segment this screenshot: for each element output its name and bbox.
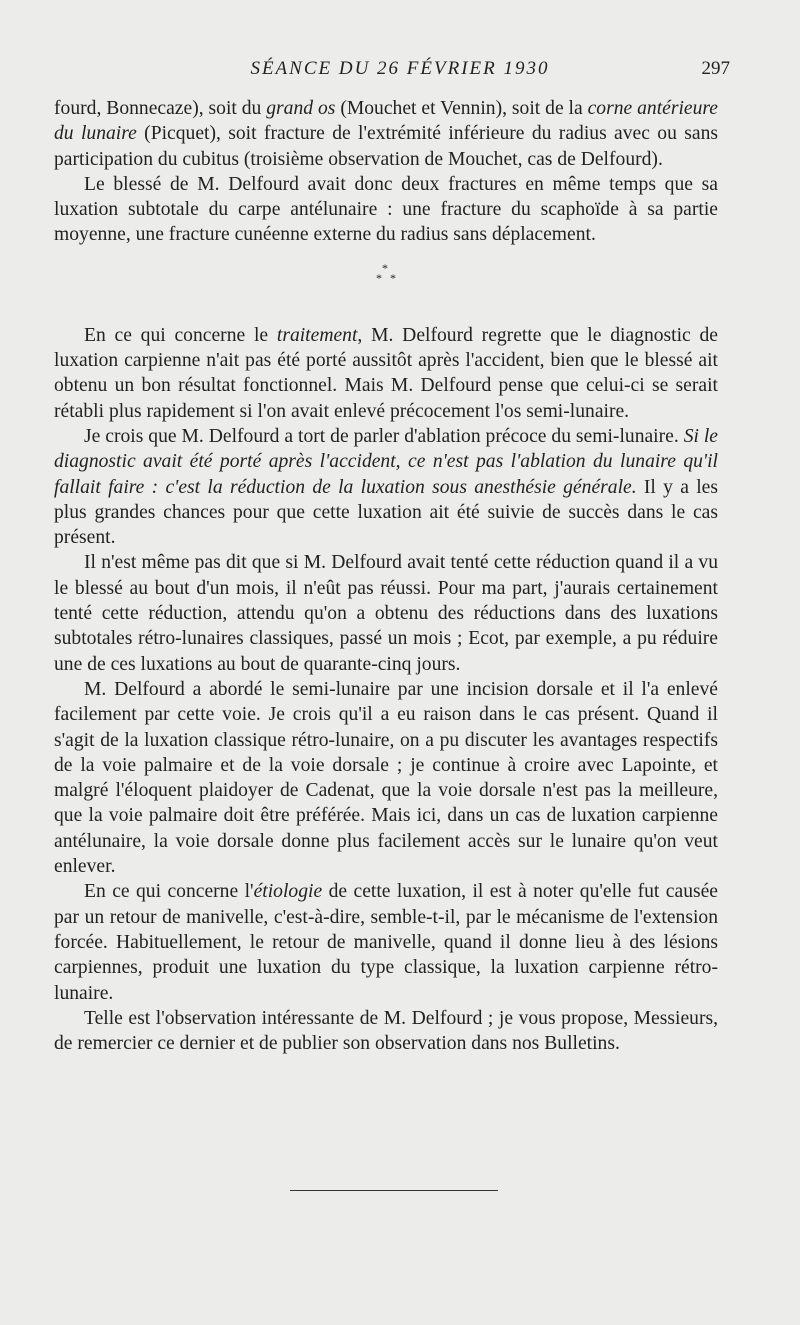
italic-text-run: traitement <box>276 324 358 346</box>
running-head <box>0 58 800 88</box>
paragraph <box>54 677 718 879</box>
paragraph <box>54 1006 718 1057</box>
text-run: En ce qui concerne l' <box>84 881 254 903</box>
separator-star: * <box>382 260 388 275</box>
italic-text-run: corne antérieure du lunaire <box>54 98 719 145</box>
page-number: 297 <box>701 58 730 79</box>
text-run: En ce qui concerne le <box>84 324 277 346</box>
text-run: Le blessé de M. Delfourd avait donc deux fractures en même temps que sa luxation subtotale du carpe antélunaire : une fracture du scaphoïde à sa partie moyenne, une fracture cunéenne externe du radius sans déplacement. <box>54 173 718 246</box>
separator-star: * <box>376 270 382 285</box>
italic-text-run: Si le diagnostic avait été porté après l'accident, ce n'est pas l'ablation du lunaire qu'il fallait faire : c'est la réduction de la luxation sous anesthésie générale. <box>54 425 718 498</box>
body-text <box>54 96 718 1056</box>
text-run: (Picquet), soit fracture de l'extrémité inférieure du radius avec ou sans participation du cubitus (troisième observation de Mouchet, cas de Delfourd). <box>54 123 718 170</box>
text-run: Il y a les plus grandes chances pour que cette luxation ait été suivie de succès dans le cas présent. <box>54 476 718 549</box>
text-run: fourd, Bonnecaze), soit du <box>54 98 267 119</box>
italic-text-run: grand os <box>266 98 336 119</box>
running-title: SÉANCE DU 26 FÉVRIER 1930 <box>250 58 550 79</box>
paragraph <box>54 879 718 1005</box>
paragraph <box>54 96 718 172</box>
text-run: Telle est l'observation intéressante de M. Delfourd ; je vous propose, Messieurs, de remercier ce dernier et de publier son observation dans nos Bulletins. <box>54 1007 718 1055</box>
paragraph <box>54 550 718 676</box>
paragraph <box>54 323 718 424</box>
end-rule <box>290 1190 498 1191</box>
separator-star: * <box>390 270 396 285</box>
italic-text-run: étiologie <box>253 881 323 903</box>
paragraph <box>54 424 718 550</box>
text-run: Je crois que M. Delfourd a tort de parler d'ablation précoce du semi-lunaire. <box>84 425 684 447</box>
text-run: Il n'est même pas dit que si M. Delfourd avait tenté cette réduction quand il a vu le blessé au bout d'un mois, il n'eût pas réussi. Pour ma part, j'aurais certainement tenté cette réduction, attendu qu'on a obtenu des réductions dans des luxations subtotales rétro-lunaires classiques, passé un mois ; Ecot, par exemple, a pu réduire une de ces luxations au bout de quarante-cinq jours. <box>54 552 718 675</box>
paragraph <box>54 172 718 248</box>
text-run: de cette luxation, il est à noter qu'elle fut causée par un retour de manivelle, c'est-à-dire, semble-t-il, par le mécanisme de l'extension forcée. Habituellement, le retour de manivelle, quand il donne lieu à des lésions carpiennes, produit une luxation du type classique, la luxation carpienne rétro-lunaire. <box>54 881 719 1004</box>
text-run: , M. Delfourd regrette que le diagnostic de luxation carpienne n'ait pas été porté aussitôt après l'accident, bien que le blessé ait obtenu un bon résultat fonctionnel. Mais M. Delfourd pense que celui-ci se serait rétabli plus rapidement si l'on avait enlevé précocement l'os semi-lunaire. <box>54 324 719 422</box>
text-run: (Mouchet et Vennin), soit de la <box>335 98 588 119</box>
text-run: M. Delfourd a abordé le semi-lunaire par une incision dorsale et il l'a enlevé facilement par cette voie. Je crois qu'il a eu raison dans le cas présent. Quand il s'agit de la luxation classique rétro-lunaire, on a pu discuter les avantages respectifs de la voie palmaire et de la voie dorsale ; je continue à croire avec Lapointe, et malgré l'éloquent plaidoyer de Cadenat, que la voie dorsale n'est pas la meilleure, que la voie palmaire doit être préférée. Mais ici, dans un cas de luxation carpienne antélunaire, la voie dorsale donne plus facilement accès sur le lunaire qu'on veut enlever. <box>54 678 718 878</box>
section-separator <box>54 250 718 323</box>
